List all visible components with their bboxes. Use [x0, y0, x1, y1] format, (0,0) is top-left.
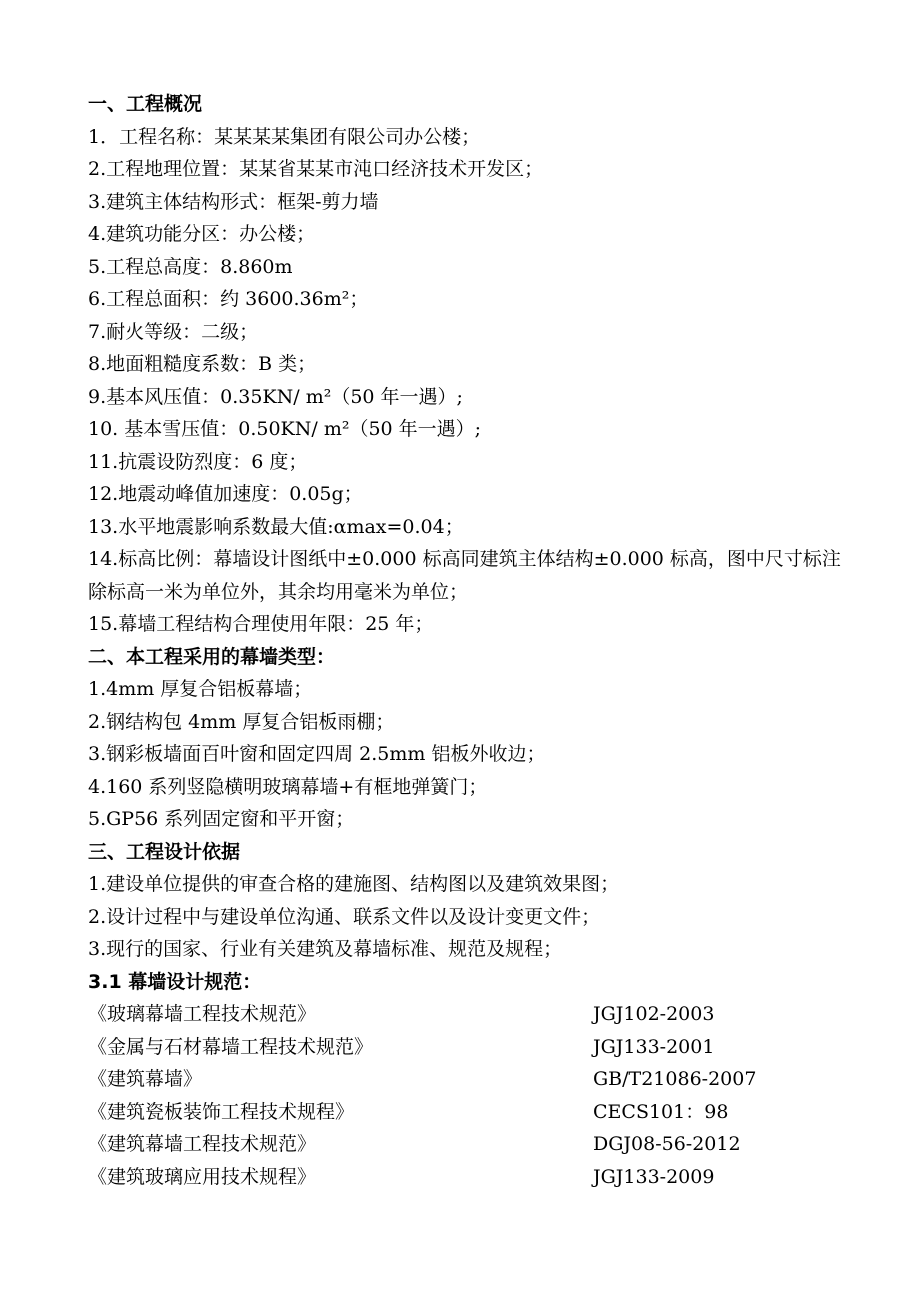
overview-item-2: 2.工程地理位置：某某省某某市沌口经济技术开发区；	[88, 158, 544, 180]
code-name: 《建筑幕墙》	[88, 1068, 203, 1090]
basis-item-1: 1.建设单位提供的审查合格的建施图、结构图以及建筑效果图；	[88, 873, 620, 895]
overview-item-13: 13.水平地震影响系数最大值:αmax=0.04；	[88, 515, 464, 538]
basis-item-2: 2.设计过程中与建设单位沟通、联系文件以及设计变更文件；	[88, 905, 601, 928]
code-row	[88, 1128, 848, 1161]
types-item-1: 1.4mm 厚复合铝板幕墙；	[88, 678, 313, 700]
overview-item-7: 7.耐火等级：二级；	[88, 320, 259, 343]
types-item-4: 4.160 系列竖隐横明玻璃幕墙+有框地弹簧门；	[88, 775, 488, 798]
overview-item-6: 6.工程总面积：约 3600.36m²；	[88, 288, 369, 310]
overview-item-10: 10. 基本雪压值：0.50KN/ m²（50 年一遇）;	[88, 418, 482, 440]
code-number: GB/T21086-2007	[593, 1068, 757, 1090]
types-item-3: 3.钢彩板墙面百叶窗和固定四周 2.5mm 铝板外收边；	[88, 743, 546, 765]
code-number: JGJ133-2009	[593, 1165, 715, 1188]
code-name: 《金属与石材幕墙工程技术规范》	[88, 1035, 374, 1058]
code-name: 《建筑玻璃应用技术规程》	[88, 1165, 317, 1188]
code-row	[88, 998, 848, 1031]
overview-item-9: 9.基本风压值：0.35KN/ m²（50 年一遇）;	[88, 385, 463, 408]
code-row	[88, 1096, 848, 1129]
code-row	[88, 1063, 848, 1096]
overview-item-14: 14.标高比例：幕墙设计图纸中±0.000 标高同建筑主体结构±0.000 标高，图中尺寸标注除标高一米为单位外，其余均用毫米为单位；	[88, 548, 841, 603]
basis-item-3: 3.现行的国家、行业有关建筑及幕墙标准、规范及规程；	[88, 938, 563, 960]
code-row	[88, 1161, 848, 1194]
code-name: 《玻璃幕墙工程技术规范》	[88, 1003, 317, 1025]
overview-item-3: 3.建筑主体结构形式：框架-剪力墙	[88, 190, 379, 213]
types-item-5: 5.GP56 系列固定窗和平开窗；	[88, 808, 355, 830]
overview-item-5: 5.工程总高度：8.860m	[88, 255, 293, 278]
code-number: CECS101：98	[593, 1100, 729, 1123]
code-number: JGJ133-2001	[593, 1035, 715, 1058]
overview-item-8: 8.地面粗糙度系数：B 类；	[88, 353, 317, 375]
document-page	[88, 88, 848, 1193]
overview-item-12: 12.地震动峰值加速度：0.05g；	[88, 483, 363, 505]
code-number: DGJ08-56-2012	[593, 1133, 741, 1155]
section-heading-types: 二、本工程采用的幕墙类型：	[88, 645, 336, 668]
overview-item-1: 1．工程名称：某某某某集团有限公司办公楼；	[88, 125, 481, 148]
types-item-2: 2.钢结构包 4mm 厚复合铝板雨棚；	[88, 710, 395, 733]
section-heading-codes: 3.1 幕墙设计规范：	[88, 970, 262, 993]
overview-item-11: 11.抗震设防烈度：6 度；	[88, 450, 308, 473]
code-number: JGJ102-2003	[593, 1003, 715, 1025]
code-row	[88, 1031, 848, 1064]
code-name: 《建筑瓷板装饰工程技术规程》	[88, 1100, 355, 1123]
overview-item-4: 4.建筑功能分区：办公楼；	[88, 223, 316, 245]
code-name: 《建筑幕墙工程技术规范》	[88, 1133, 317, 1155]
section-heading-basis: 三、工程设计依据	[88, 840, 241, 863]
overview-item-15: 15.幕墙工程结构合理使用年限：25 年；	[88, 613, 434, 635]
section-heading-overview: 一、工程概况	[88, 93, 203, 115]
